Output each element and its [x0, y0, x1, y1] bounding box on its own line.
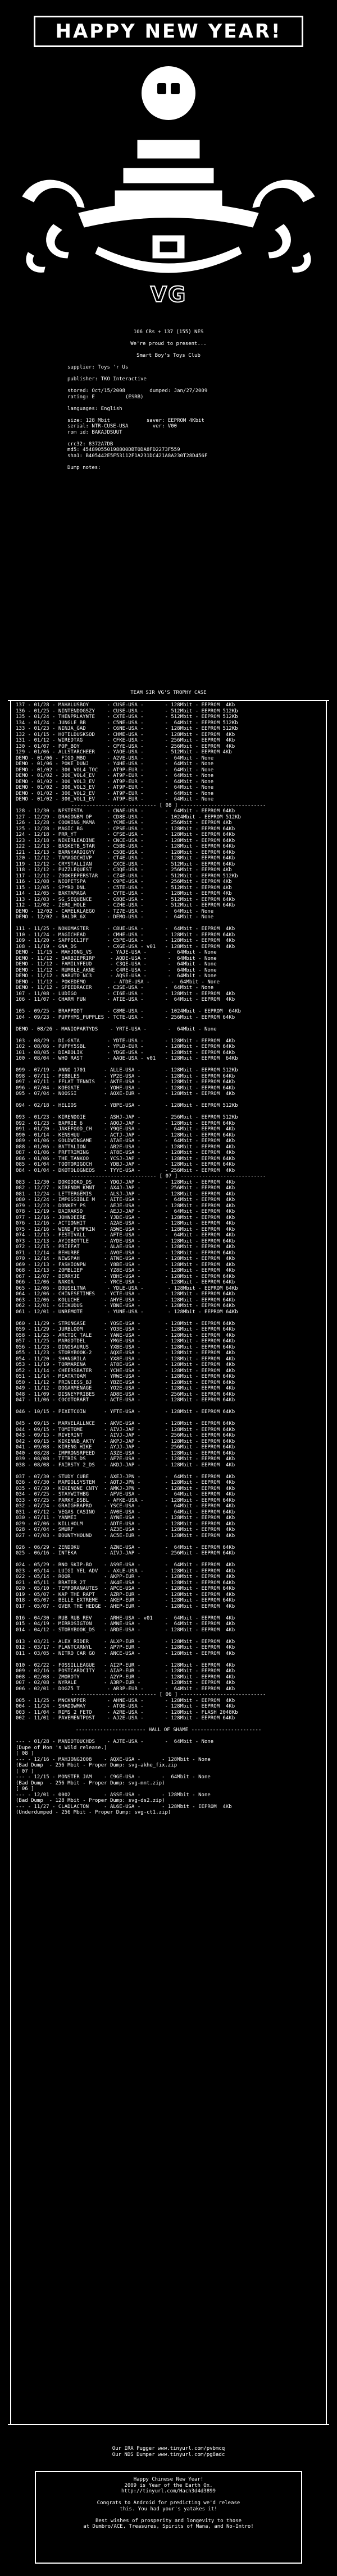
- release-row: 084 - 01/04 - DKOTOLOGNEOS - TYYE-USA - - 256Mbit - EEPROM 4Kb: [16, 1167, 235, 1174]
- release-row: 069 - 12/13 - FASHIONPN - Y8BE-USA - - 128Mbit - EEPROM 4Kb: [16, 1262, 235, 1268]
- release-row: 054 - 11/20 - SHANGRILA - YX8E-USA - - 128Mbit - EEPROM 4Kb: [16, 1356, 235, 1362]
- release-row: 123 - 12/18 - NIKERLEADINE - CNCE-USA - - 128Mbit - EEPROM 64Kb: [16, 838, 235, 844]
- release-row: 119 - 12/12 - CRYSTALLIAN - CXCE-USA - - 512Mbit - EEPROM 64Kb: [16, 861, 235, 867]
- group-spacer: [16, 1733, 321, 1740]
- footer-text-line: Happy Chinese New Year!: [133, 2477, 204, 2482]
- release-row: 039 - 08/08 - TETRIS DS - AF7E-USA - - 128Mbit - EEPROM 4Kb: [16, 1456, 235, 1462]
- release-row: 061 - 12/01 - UNREMOTE - YUNE-USA - - 128Mbit - EEPROM 64Kb: [16, 1309, 238, 1315]
- md5-line: md5: 454890550198800DBT0DA8FD2273F559: [67, 447, 180, 453]
- footer-links: [0, 2446, 337, 2458]
- release-row: 128 - 12/30 - NFSTESTA - CNAE-USA - - 64Mbit - EEPROM 64Kb: [16, 808, 235, 814]
- release-row: 051 - 11/14 - MEATATOAM - YRWE-USA - - 128Mbit - EEPROM 64Kb: [16, 1374, 235, 1379]
- release-row: 024 - 05/29 - RNO SKIP-BO - AS9E-USA - - 64Mbit - EEPROM 4Kb: [16, 1562, 235, 1568]
- release-row: 099 - 07/19 - ANNO 1701 - ALLE-USA - - 128Mbit - EEPROM 512Kb: [16, 1068, 238, 1073]
- proud-line: We're proud to present...: [130, 341, 207, 347]
- release-row: 067 - 12/07 - BERRYJE - YBHE-USA - - 128Mbit - EEPROM 64Kb: [16, 1273, 235, 1280]
- release-row: 022 - 05/14 - ROOR - AKPP-EUR - - 128Mbit - EEPROM 4Kb: [16, 1574, 235, 1580]
- release-row: DEMO - 01/02 - 300_VOL3_EV - AT9P-EUR - - 64Mbit - None: [16, 785, 214, 790]
- release-row: 003 - 11/04 - RIMS 2 FETO - A2RE-USA - - 128Mbit - FLASH 2048Kb: [16, 1709, 238, 1715]
- crc32-line: crc32: 8372A7DB: [67, 441, 113, 447]
- footer-text-line: [42, 2495, 295, 2501]
- release-row: 040 - 08/28 - IMPRONSRPEED - A3ZE-USA - - 128Mbit - EEPROM 64Kb: [16, 1450, 235, 1456]
- release-row: 037 - 07/30 - STUDY CUBE - AXEJ-JPN - - 64Mbit - EEPROM 4Kb: [16, 1474, 235, 1480]
- release-row: DEMO - 11/12 - BARBIEPRIRP - AQDE-USA - - 64Mbit - None: [16, 955, 217, 962]
- release-row: 053 - 11/19 - TORMARENA - AT8E-USA - - 128Mbit - EEPROM 4Kb: [16, 1362, 235, 1368]
- shame-row: [ 07 ]: [16, 1768, 34, 1774]
- release-row: 057 - 11/25 - MARGOTDEL - YMGE-USA - - 128Mbit - EEPROM 64Kb: [16, 1338, 235, 1344]
- release-row: 025 - 06/16 - INTEKA - AIVJ-JAP - - 256Mbit - EEPROM 64Kb: [16, 1551, 235, 1556]
- shame-row: [ 06 ]: [16, 1786, 34, 1792]
- release-row: 011 - 03/05 - NITRO CAR GO - ANCE-USA - - 128Mbit - EEPROM 4Kb: [16, 1650, 235, 1657]
- release-row: 017 - 05/07 - OVER THE HEDGE - AHEP-EUR - - 128Mbit - EEPROM 4Kb: [16, 1603, 235, 1609]
- rom-id-line: rom id: BAKAJDSUUT: [67, 429, 122, 435]
- happy-new-year-banner: HAPPY NEW YEAR!: [34, 16, 303, 47]
- year-divider: ---------------------------- [ 07 ] ----------------------------: [71, 1174, 266, 1179]
- release-row: 090 - 01/14 - KENSHUU - ACTJ-JAP - - 128Mbit - EEPROM 64Kb: [16, 1132, 235, 1138]
- group-spacer: [16, 1468, 321, 1474]
- game-title: Smart Boy's Toys Club: [136, 353, 201, 358]
- release-row: 072 - 12/15 - PRIEFAT - ALAE-USA - - 128Mbit - EEPROM 4Kb: [16, 1244, 235, 1250]
- release-row: 115 - 12/05 - SPYRO_DNL - C5TE-USA - - 512Mbit - EEPROM 4Kb: [16, 885, 232, 891]
- release-row: 111 - 11/25 - NOKOMASTER - C8UE-USA - - 64Mbit - EEPROM 4Kb: [16, 926, 235, 932]
- group-spacer: [16, 1032, 321, 1038]
- release-row: DEMO - 01/02 - 300_VOL2_EV - AT9P-EUR - - 64Mbit - None: [16, 790, 214, 797]
- footer-text-line: http://tinyurl.com/Hach3d4d3899: [121, 2488, 216, 2494]
- release-row: 027 - 07/03 - BOUNTYHOUND - AC5E-EUR - - 128Mbit - EEPROM 4Kb: [16, 1533, 235, 1539]
- release-row: 110 - 11/24 - MAGICHEAD - CMHE-USA - - 128Mbit - EEPROM 64Kb: [16, 932, 235, 938]
- release-row: 083 - 12/30 - DOKODOKO_DS - YDQJ-JAP - - 128Mbit - EEPROM 4Kb: [16, 1179, 235, 1185]
- release-row: 081 - 12/24 - LETTERGEMIS - ALSJ-JAP - - 128Mbit - EEPROM 4Kb: [16, 1191, 235, 1197]
- dump-notes-line: Dump notes:: [67, 464, 101, 471]
- group-spacer: [16, 1633, 321, 1639]
- trophy-case-frame: [10, 700, 327, 2425]
- release-row: DEMO - 01/02 - 300_VOL4_TOC - AT9P-EUR - - 64Mbit - None: [16, 767, 214, 773]
- release-row: 091 - 01/20 - JAKEFOOD_CH - Y9QE-USA - - 64Mbit - EEPROM 4Kb: [16, 1126, 235, 1132]
- release-row: DEMO - 01/02 - 300_VOL1_EV - AT9P-EUR - - 64Mbit - None: [16, 797, 214, 802]
- shame-row: (Bad Dump - 128 Mbit - Proper Dump: svg-ds2.zip): [16, 1798, 165, 1804]
- release-row: 030 - 07/11 - YANMEI - AYNE-USA - - 128Mbit - EEPROM 4Kb: [16, 1515, 235, 1521]
- release-row: 006 - 02/01 - DOGZ5 T - AR3P-EUR - - 64Mbit - EEPROM 4Kb: [16, 1686, 235, 1692]
- release-row: DEMO - 11/12 - RUMBLE_AKNE - C4RE-USA - - 64Mbit - None: [16, 967, 217, 973]
- release-row: 113 - 12/03 - SG_SEQUENCE - C8QE-USA - - 512Mbit - EEPROM 64Kb: [16, 896, 235, 903]
- release-row: 098 - 07/11 - PEBBLES - YP2E-USA - - 128Mbit - EEPROM 64Kb: [16, 1073, 235, 1079]
- year-divider: ---------------------------- [ 08 ] ----------------------------: [71, 802, 266, 808]
- release-row: 048 - 11/09 - DISNEYPRIBES - AD8E-USA - - 256Mbit - EEPROM 64Kb: [16, 1391, 235, 1397]
- shame-row: (Bad Dump - 256 Mbit - Proper Dump: svg-mnt.zip): [16, 1780, 165, 1786]
- release-row: 096 - 07/04 - KOEGATE - YOHE-USA - - 128Mbit - EEPROM 64Kb: [16, 1085, 235, 1091]
- release-row: 028 - 07/04 - SMURF - AZ3E-USA - - 128Mbit - EEPROM 4Kb: [16, 1527, 235, 1533]
- shame-row: --- - 01/28 - MANIOTOUCHDS - AJTE-USA - - 64Mbit - None: [16, 1739, 214, 1745]
- release-row: 116 - 12/08 - NEOPETSPA - C9PE-USA - - 256Mbit - EEPROM 4Kb: [16, 879, 232, 885]
- release-row: 089 - 01/06 - GOLDWINGAME - ATAE-USA - - 64Mbit - EEPROM 4Kb: [16, 1138, 235, 1144]
- release-row: 012 - 03/17 - PLANTCARNYL - AP7P-EUR - - 128Mbit - EEPROM 4Kb: [16, 1645, 235, 1650]
- release-row: 070 - 12/14 - NEWSPAH - ATNE-USA - - 128Mbit - EEPROM 4Kb: [16, 1256, 235, 1262]
- release-row: 066 - 12/06 - NAKOA - YRCE-USA - - 128Mbit - EEPROM 64Kb: [16, 1280, 235, 1285]
- supplier-line: supplier: Toys 'r Us: [67, 365, 129, 370]
- release-row: 137 - 01/28 - MAHALUSBOY - CUSE-USA - - 128Mbit - EEPROM 4Kb: [16, 702, 235, 708]
- release-row: 105 - 09/25 - BRAPPDDT - C8ME-USA - - 1024Mbit - EEPROM 64Kb: [16, 1009, 241, 1014]
- release-row: 077 - 12/16 - JOHNDEERE - YJDE-USA - - 128Mbit - EEPROM 4Kb: [16, 1215, 235, 1221]
- release-row: DEMO - 11/12 - FAMILYFEUD - C3QE-USA - - 64Mbit - None: [16, 962, 217, 967]
- shame-row: (Dupe of Mon 's Wild release.): [16, 1745, 107, 1751]
- release-row: 100 - 08/04 - WHO RAST - AAQE-USA - v01 - 128Mbit - EEPROM 64Kb: [16, 1056, 238, 1061]
- release-row: 075 - 12/16 - WIND_PUMPKIN - A5WE-USA - - 128Mbit - EEPROM 4Kb: [16, 1226, 235, 1232]
- footer-text-line: 2009 is Year of the Earth Ox.: [124, 2482, 213, 2488]
- release-row: 058 - 11/25 - ARCTIC TALE - YANE-USA - - 128Mbit - EEPROM 4Kb: [16, 1332, 235, 1338]
- release-row: 052 - 11/14 - CHEERSBATER - YCHE-USA - - 128Mbit - EEPROM 4Kb: [16, 1368, 235, 1374]
- release-row: 068 - 12/13 - ZOMBLIEP - YZ8E-USA - - 128Mbit - EEPROM 4Kb: [16, 1268, 235, 1273]
- release-row: 049 - 11/12 - DOGARMENAGE - YO2E-USA - - 128Mbit - EEPROM 4Kb: [16, 1386, 235, 1391]
- size-line-info: size: 128 Mbit saver: EEPROM 4Kbit: [67, 417, 204, 424]
- release-row: 008 - 02/08 - ZMOROTY - A2YP-EUR - - 128Mbit - EEPROM 4Kb: [16, 1674, 235, 1680]
- release-row: 060 - 11/29 - STRONGASE - YOSE-USA - - 128Mbit - EEPROM 64Kb: [16, 1321, 235, 1327]
- trophy-case-title: TEAM SIR VG'S TROPHY CASE: [130, 690, 207, 696]
- release-row: 136 - 01/25 - NINTENDOGSZY - CUSE-USA - - 512Mbit - EEPROM 512Kb: [16, 708, 238, 714]
- release-row: DEMO - 11/12 - POKEDEMO - ATDE-USA - - 64Mbit - None: [16, 979, 220, 985]
- group-spacer: [16, 1020, 321, 1027]
- release-row: 050 - 11/12 - PRINCESS_BJ - YBZE-USA - - 128Mbit - EEPROM 64Kb: [16, 1379, 235, 1386]
- release-row: 132 - 01/15 - HOTELDUSKSOD - CHME-USA - - 128Mbit - EEPROM 4Kb: [16, 732, 235, 738]
- release-row: 018 - 05/07 - BELLE EXTREME - AKEP-EUR - - 128Mbit - EEPROM 64Kb: [16, 1598, 235, 1603]
- release-row: 041 - 09/08 - KIRENG HIKE - AYJJ-JAP - - 256Mbit - EEPROM 64Kb: [16, 1445, 235, 1450]
- release-row: 086 - 01/06 - THE_TANKOO - YCSJ-JAP - - 128Mbit - EEPROM 64Kb: [16, 1156, 235, 1162]
- release-row: DEMO - 12/02 - BALDR_6X - DEMO-USA - - 64Mbit - None: [16, 914, 214, 920]
- release-row: 042 - 09/15 - KIKENNB_AKTY - AKPJ-JAP - - 128Mbit - EEPROM 64Kb: [16, 1438, 235, 1445]
- group-spacer: [16, 1404, 321, 1410]
- release-row: 103 - 08/29 - DI-GATA - YDTE-USA - - 128Mbit - EEPROM 4Kb: [16, 1038, 235, 1044]
- release-row: 104 - 09/23 - PUPPYMS_PUPPLES - TCTE-USA - - 256Mbit - EEPROM 64Kb: [16, 1014, 235, 1020]
- release-row: 007 - 02/08 - NYRALE - A3RP-EUR - - 128Mbit - EEPROM 4Kb: [16, 1680, 235, 1686]
- release-row: 080 - 12/24 - IMPOSSIBLE M - AITE-USA - - 64Mbit - EEPROM 4Kb: [16, 1197, 235, 1203]
- release-row: 112 - 12/02 - ZERO_HOLE - CZHE-USA - - 512Mbit - EEPROM 64Kb: [16, 903, 235, 908]
- release-row: 044 - 09/15 - TOMITOME - AIVJ-JAP - - 128Mbit - EEPROM 64Kb: [16, 1427, 235, 1433]
- release-row: DEMO - 12/02 - CAMELKLAEGO - TZ7E-USA - - 64Mbit - None: [16, 908, 214, 914]
- release-row: 087 - 01/06 - PRFTRIMING - AT8E-USA - - 128Mbit - EEPROM 4Kb: [16, 1150, 235, 1156]
- release-row: 133 - 01/23 - NINJA_GAD - C6NE-USA - - 128Mbit - EEPROM 512Kb: [16, 726, 238, 732]
- release-row: 045 - 09/15 - MARVELALLNCE - AKVE-USA - - 128Mbit - EEPROM 64Kb: [16, 1421, 235, 1427]
- release-row: 013 - 03/21 - ALEX RIDER - ALXP-EUR - - 128Mbit - EEPROM 4Kb: [16, 1639, 235, 1645]
- trophy-case-list: [11, 700, 326, 1818]
- release-row: 019 - 05/07 - KAP THE RAPT - AZRP-EUR - - 128Mbit - EEPROM 4Kb: [16, 1591, 235, 1598]
- release-row: 117 - 12/12 - ZOOKEEPERSTAR - CZ4E-USA - - 512Mbit - EEPROM 512Kb: [16, 873, 238, 879]
- release-row: 021 - 05/11 - BRATER 2T - AK4E-USA - - 128Mbit - EEPROM 64Kb: [16, 1580, 235, 1586]
- release-row: DEMO - 01/06 - POKE_DUNJ - Y4HE-USA - - 64Mbit - None: [16, 761, 214, 767]
- release-row: 046 - 10/15 - PIXETCOIN - YFTE-USA - - 128Mbit - EEPROM 64Kb: [16, 1409, 235, 1415]
- release-row: 129 - 01/06 - ALLSTARCHEER - YAOE-USA - - 512Mbit - EEPROM 4Kb: [16, 749, 232, 755]
- release-row: 130 - 01/07 - POP_BOY - CPYE-USA - - 256Mbit - EEPROM 4Kb: [16, 743, 235, 749]
- release-row: 020 - 05/10 - TEMPORANAUTES - APCE-USA - - 128Mbit - EEPROM 64Kb: [16, 1586, 235, 1591]
- shame-row: [ 08 ]: [16, 1751, 34, 1756]
- release-row: 016 - 04/30 - RUB RUB REV - ARHE-USA - v01 - 64Mbit - EEPROM 4Kb: [16, 1615, 235, 1621]
- footer-text-line: Best wishes of prosperity and longevity to those: [95, 2518, 242, 2524]
- group-spacer: [16, 1062, 321, 1068]
- release-row: 029 - 07/06 - KILLHOLM - ADTE-USA - - 128Mbit - EEPROM 4Kb: [16, 1521, 235, 1527]
- release-row: DEMO - 08/26 - MANIOPARTYDS - YRTE-USA - - 64Mbit - None: [16, 1026, 217, 1032]
- footer-text-line: this. You had your's yatakes it!: [120, 2506, 217, 2512]
- footer-link-1: Our IRA Pugger www.tinyurl.com/pvbmcq: [112, 2446, 225, 2451]
- release-row: 088 - 01/06 - BATTALION - AB2E-USA - - 128Mbit - EEPROM 4Kb: [16, 1144, 235, 1150]
- stored-line: stored: Oct/15/2008 dumped: Jan/27/2009: [67, 388, 208, 394]
- release-row: 015 - 04/19 - MIRROSIGTON - AMNE-USA - - 64Mbit - EEPROM 4Kb: [16, 1621, 235, 1627]
- release-row: 079 - 12/23 - DONKEY_PS - AEJE-USA - - 128Mbit - EEPROM 4Kb: [16, 1203, 235, 1209]
- group-spacer: [16, 1609, 321, 1616]
- release-row: 043 - 09/15 - RIVERINT - AIVJ-JAP - - 256Mbit - EEPROM 64Kb: [16, 1433, 235, 1438]
- shame-row: (Underdumped - 256 Mbit - Proper Dump: svg-ct1.zip): [16, 1810, 171, 1815]
- footer-link-2: Our NDS Dumper www.tinyurl.com/pg8adc: [112, 2451, 225, 2458]
- release-row: 095 - 07/04 - NOOSSI - AOXE-EUR - - 128Mbit - EEPROM 4Kb: [16, 1091, 235, 1097]
- release-row: DEMO - 01/02 - 300_VOL3_EV - AT9P-EUR - - 64Mbit - None: [16, 779, 214, 785]
- release-row: 124 - 12/18 - PRR_YT - CFSE-USA - - 128Mbit - EEPROM 64Kb: [16, 832, 235, 838]
- release-row: 122 - 12/13 - BASKETB_STAR - C5BE-USA - - 128Mbit - EEPROM 64Kb: [16, 844, 235, 849]
- release-row: DEMO - 11/12 - NARUTO NC3 - AQSE-USA - - 64Mbit - None: [16, 973, 217, 979]
- release-row: 010 - 02/22 - FOSSILLEAGUE - AI2P-EUR - - 128Mbit - EEPROM 4Kb: [16, 1662, 235, 1668]
- footer-text-line: at Dumbro/ACE, Treasures, Spirits of Mana, and No-Intro!: [83, 2524, 254, 2529]
- release-row: 118 - 12/12 - PUZZLEQUEST - C3QE-USA - - 256Mbit - EEPROM 4Kb: [16, 867, 232, 873]
- release-row: 135 - 01/24 - THENPRLAYNTE - CXTE-USA - - 512Mbit - EEPROM 512Kb: [16, 714, 238, 720]
- release-row: 125 - 12/28 - MAGIC_BG - CPSE-USA - - 128Mbit - EEPROM 64Kb: [16, 826, 235, 832]
- release-row: 056 - 11/23 - DINOSAURUS - YXBE-USA - - 128Mbit - EEPROM 64Kb: [16, 1344, 235, 1350]
- shame-row: --- - 12/15 - MONSTER JAM - C9GE-USA - - 64Mbit - None: [16, 1774, 211, 1780]
- hall-of-shame-title: ----------------------- HALL OF SHAME -----------------------: [75, 1727, 262, 1733]
- release-row: 034 - 07/25 - STAYWITHBG - AFVE-USA - - 64Mbit - EEPROM 4Kb: [16, 1492, 235, 1497]
- release-row: 093 - 01/23 - KIRENDOIE - ASHJ-JAP - - 256Mbit - EEPROM 512Kb: [16, 1115, 238, 1120]
- release-row: 004 - 11/24 - SHADOWMAY - ATOE-USA - - 128Mbit - EEPROM 4Kb: [16, 1704, 235, 1709]
- release-row: 082 - 12/27 - KIRENDM_KMNT - AX4J-JAP - - 256Mbit - EEPROM 4Kb: [16, 1185, 235, 1191]
- release-row: 064 - 12/06 - CHINESETIMES - YCTE-USA - - 128Mbit - EEPROM 64Kb: [16, 1291, 235, 1297]
- release-row: 047 - 11/06 - COCOTORART - ACTE-USA - - 128Mbit - EEPROM 64Kb: [16, 1397, 235, 1403]
- release-row: 031 - 07/12 - VEGAS CASINO - AV0E-USA - - 64Mbit - EEPROM 64Kb: [16, 1509, 235, 1515]
- rating-line: rating: E (ESRB): [67, 394, 144, 400]
- release-row: 094 - 02/18 - HELIOS - YBPE-USA - - 128Mbit - EEPROM 512Kb: [16, 1103, 238, 1108]
- ox-face-icon: [142, 66, 195, 120]
- sha1-line: sha1: B405442E5F53112F1A231DC421A8A230T28D456F: [67, 453, 208, 459]
- group-spacer: [16, 1722, 321, 1728]
- footer-text-line: Congrats to Android for predicting we'd release: [97, 2500, 240, 2506]
- sir-vg-logo-art: [0, 129, 337, 297]
- group-spacer: [16, 921, 321, 927]
- group-spacer: [16, 1415, 321, 1422]
- group-spacer: [16, 1657, 321, 1663]
- group-spacer: [16, 1097, 321, 1103]
- vg-logo-text: VG: [150, 282, 187, 307]
- release-row: 035 - 07/30 - KIKENONE CNTY - AMKJ-JPN - - 128Mbit - EEPROM 4Kb: [16, 1485, 235, 1492]
- release-row: 134 - 01/24 - JUNGLE_BB - C5NE-USA - - 64Mbit - EEPROM 512Kb: [16, 720, 238, 726]
- release-row: 005 - 11/25 - MNCKNPPER - AHNE-USA - - 128Mbit - EEPROM 4Kb: [16, 1698, 235, 1704]
- release-row: 059 - 11/29 - JURBLOOM - YO3E-USA - - 128Mbit - EEPROM 64Kb: [16, 1327, 235, 1332]
- release-row: DEMO - 01/02 - 300_VOL4_EV - AT9P-EUR - - 64Mbit - None: [16, 773, 214, 779]
- group-spacer: [16, 1109, 321, 1115]
- release-row: 055 - 11/23 - STORYBOOK-2 - AQXE-USA - - 128Mbit - EEPROM 4Kb: [16, 1350, 235, 1356]
- release-row: 120 - 12/12 - TAMAGOCHIVP - CT4E-USA - - 128Mbit - EEPROM 64Kb: [16, 855, 235, 861]
- footer-message-box: [35, 2471, 302, 2564]
- release-row: 108 - 11/19 - GNA_DS - CXGE-USA - v01 - 128Mbit - EEPROM 4Kb: [16, 944, 235, 950]
- release-row: 078 - 12/19 - DAIRAKSO - AEJJ-JAP - - 64Mbit - EEPROM 4Kb: [16, 1209, 235, 1215]
- release-row: 063 - 12/06 - KOLUCHE - AHYE-USA - - 128Mbit - EEPROM 64Kb: [16, 1297, 235, 1303]
- release-row: 101 - 08/05 - DIABOLIK - YDGE-USA - - 128Mbit - EEPROM 64Kb: [16, 1050, 235, 1056]
- release-row: DEMO - 11/15 - MAHJONG_VS - YAJE-USA - - 64Mbit - None: [16, 950, 217, 955]
- release-row: 062 - 12/01 - GEIKUDUS - YBNE-USA - - 128Mbit - EEPROM 64Kb: [16, 1303, 235, 1309]
- shame-row: --- - 12/16 - MAHJONG2008 - AQXE-USA - - 128Mbit - None: [16, 1756, 211, 1763]
- release-row: 107 - 11/08 - LUDIGO - CI6E-USA - - 128Mbit - EEPROM 4Kb: [16, 991, 235, 997]
- languages-line: languages: English: [67, 406, 122, 412]
- release-row: 102 - 08/06 - PUPPY5SBL - YPLD-EUR - - 128Mbit - EEPROM 64Kb: [16, 1044, 235, 1050]
- release-row: 038 - 08/08 - FAIRSTY 2_DS - AKDJ-JAP - - 128Mbit - EEPROM 4Kb: [16, 1462, 235, 1468]
- release-row: 085 - 01/04 - TOOTORIGOCH - YDBJ-JAP - - 128Mbit - EEPROM 64Kb: [16, 1162, 235, 1167]
- release-row: 033 - 07/25 - PARKY_DSBL - AFKE-USA - - 128Mbit - EEPROM 64Kb: [16, 1497, 235, 1503]
- release-row: 092 - 01/23 - BAPRIE 6 - AOOJ-JAP - - 128Mbit - EEPROM 64Kb: [16, 1120, 235, 1126]
- release-row: 097 - 07/11 - FFLAT TENNIS - AKTE-USA - - 128Mbit - EEPROM 64Kb: [16, 1079, 235, 1085]
- release-row: 002 - 11/01 - PAVEMENTPOST - AJ2E-USA - - 128Mbit - EEPROM 64Kb: [16, 1715, 235, 1721]
- release-row: 076 - 12/16 - ACTIONHIT - A2AE-USA - - 128Mbit - EEPROM 4Kb: [16, 1221, 235, 1226]
- shame-row: (Bad Dump - 256 Mbit - Proper Dump: svg-akhe_fix.zip: [16, 1763, 177, 1768]
- release-row: 074 - 12/15 - FESTIVALL - AFTE-USA - - 64Mbit - EEPROM 4Kb: [16, 1232, 235, 1238]
- group-spacer: [16, 1539, 321, 1545]
- release-row: 131 - 01/12 - WIREDTAG - CFKE-USA - - 256Mbit - EEPROM 4Kb: [16, 738, 235, 743]
- publisher-line: publisher: TKO Interactive: [67, 376, 147, 382]
- release-row: 109 - 11/20 - SAPPICLIFF - C5PE-USA - - 128Mbit - EEPROM 4Kb: [16, 938, 235, 944]
- release-row: 114 - 12/05 - BAKTAMAGA - CYTE-USA - - 128Mbit - EEPROM 4Kb: [16, 891, 232, 896]
- release-row: 071 - 12/14 - BEHURBE - AVOE-USA - - 128Mbit - EEPROM 64Kb: [16, 1250, 235, 1256]
- group-spacer: [16, 1003, 321, 1009]
- shame-row: --- - 12/01 - 0002 - ASSE-USA - - 128Mbit - None: [16, 1792, 211, 1798]
- release-info: [0, 329, 337, 471]
- release-row: 032 - 07/24 - GRAIGHRAPRO - YSCE-USA - - 64Mbit - EEPROM 4Kb: [16, 1503, 235, 1509]
- group-spacer: [16, 1557, 321, 1563]
- release-row: 127 - 12/29 - DRAGONBM OP - CD8E-USA - - 1024Mbit - EEPROM 512Kb: [16, 814, 241, 820]
- release-row: 121 - 12/13 - BARNYARDIGYY - C5QE-USA - - 128Mbit - EEPROM 64Kb: [16, 849, 235, 855]
- release-row: DEMO - 11/12 - SPEEDRACER - C3SE-USA - - 64Mbit - None: [16, 985, 214, 991]
- release-row: 023 - 05/14 - LUIGI YEL ADV - AXLE-USA - - 128Mbit - EEPROM 4Kb: [16, 1568, 235, 1574]
- footer-text-line: [42, 2512, 295, 2518]
- footer-lines: [42, 2477, 295, 2530]
- release-row: 036 - 07/30 - MAPDOLSYSTEM - AOTJ-JPN - - 128Mbit - EEPROM 4Kb: [16, 1480, 235, 1485]
- year-divider: ---------------------------- [ 06 ] ----------------------------: [71, 1692, 266, 1698]
- release-row: 014 - 04/12 - STORYBOOK_DS - ARDE-USA - - 128Mbit - EEPROM 4Kb: [16, 1627, 235, 1633]
- size-line: 106 CRs + 137 (155) NES: [133, 329, 204, 335]
- serial-line: serial: NTR-CUSE-USA ver: V00: [67, 424, 177, 429]
- release-row: 126 - 12/28 - COOKING_MAMA - YCME-USA - - 256Mbit - EEPROM 4Kb: [16, 820, 232, 826]
- release-row: 073 - 12/13 - AYIOBOTTLE - AYDE-USA - - 128Mbit - EEPROM 64Kb: [16, 1238, 235, 1244]
- release-row: 026 - 06/29 - ZENDOKU - AZNE-USA - - 64Mbit - EEPROM 64Kb: [16, 1544, 235, 1551]
- release-row: 106 - 11/07 - CHARM FUN - ATIE-USA - - 64Mbit - EEPROM 4Kb: [16, 997, 235, 1002]
- group-spacer: [16, 1315, 321, 1321]
- release-row: DEMO - 01/06 - FIGO_MBO - A2VE-USA - - 64Mbit - None: [16, 755, 214, 761]
- release-row: 009 - 02/16 - POSTCARDCITY - AIAP-EUR - - 128Mbit - EEPROM 4Kb: [16, 1668, 235, 1674]
- release-row: 065 - 12/06 - DOUSELTNA - YDLE-USA - - 128Mbit - EEPROM 64Kb: [16, 1285, 238, 1291]
- shame-row: --- - 11/27 - CLADLACTON - AL6E-USA - - 128Mbit - EEPROM 4Kb: [16, 1804, 232, 1810]
